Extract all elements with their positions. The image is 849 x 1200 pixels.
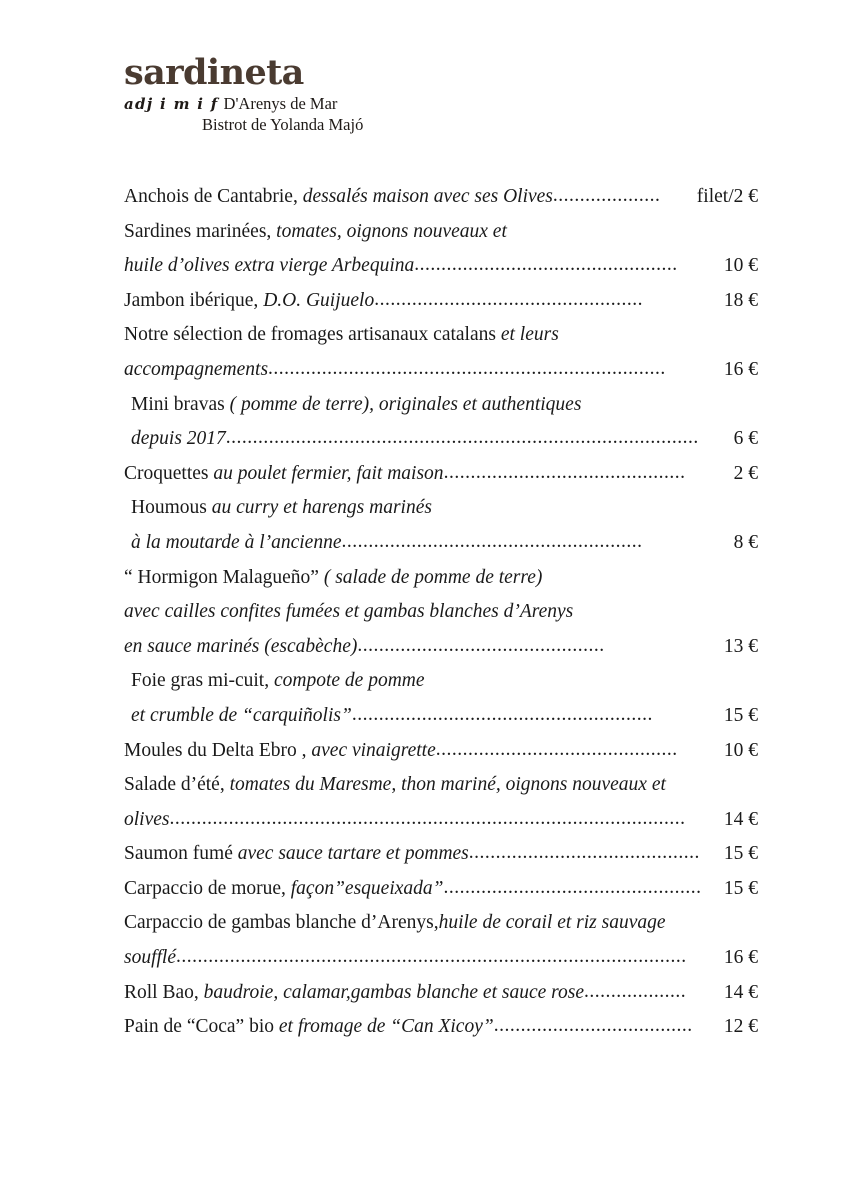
- menu-item-price: 18 €: [723, 289, 758, 311]
- menu-line-text: [124, 803, 169, 838]
- menu-line: [124, 803, 758, 838]
- menu-item-price: 10 €: [723, 739, 758, 761]
- menu-line: [124, 1010, 758, 1045]
- leader-dots: ........................................................: [341, 530, 643, 552]
- menu-line-text: [131, 699, 352, 734]
- menu-item-name: Jambon ibérique,: [124, 289, 264, 311]
- menu-line-text: [124, 595, 573, 630]
- menu-line-text: [124, 1010, 494, 1045]
- menu-item-price: filet/2 €: [696, 186, 758, 207]
- menu-item-description: en sauce marinés (escabèche): [124, 635, 358, 657]
- menu-line: [124, 353, 758, 388]
- menu-line: [124, 422, 758, 457]
- menu-item-description: et leurs: [500, 324, 559, 346]
- menu-line: [124, 595, 758, 630]
- menu-line-text: [131, 664, 425, 699]
- menu-line-text: [124, 734, 436, 769]
- menu-item-price: 15 €: [723, 843, 758, 865]
- menu-line-text: [124, 837, 469, 872]
- menu-item-price: 8 €: [733, 531, 758, 553]
- menu-item-price: 14 €: [723, 981, 758, 1003]
- menu-item-description: au poulet fermier, fait maison: [213, 462, 444, 484]
- menu-item-name: Salade d’été,: [124, 774, 230, 796]
- menu-item-description: avec cailles confites fumées et gambas blanches d’Arenys: [124, 601, 574, 623]
- menu-item-description: à la moutarde à l’ancienne: [131, 531, 342, 553]
- menu-item-price: 16 €: [723, 947, 758, 969]
- brand-tagline-line-2: Bistrot de Yolanda Majó: [202, 114, 364, 134]
- menu-item-name: Foie gras mi-cuit,: [131, 670, 274, 692]
- menu-item-description: tomates du Maresme, thon mariné, oignons nouveaux et: [229, 774, 666, 796]
- menu-line: [124, 941, 758, 976]
- menu-item-description: dessalés maison avec ses Olives: [302, 186, 553, 207]
- menu-item-price: 15 €: [723, 877, 758, 899]
- menu-item-name: “ Hormigon Malagueño”: [124, 566, 324, 588]
- menu-line: [124, 837, 758, 872]
- menu-line: [124, 457, 758, 492]
- brand-wordmark: sardineta: [124, 52, 304, 93]
- menu-item-description: au curry et harengs marinés: [211, 497, 432, 519]
- menu-line: [124, 526, 758, 561]
- menu-line-text: [131, 388, 581, 423]
- leader-dots: ...............................................................................................: [176, 946, 687, 968]
- menu-line: [124, 561, 758, 596]
- menu-item-name: Sardines marinées,: [124, 220, 277, 242]
- menu-line: [124, 768, 758, 803]
- leader-dots: .....................................: [493, 1015, 693, 1037]
- menu-item-price: 10 €: [723, 255, 758, 277]
- menu-item-name: Pain de “Coca” bio: [124, 1016, 279, 1038]
- menu-item-description: et fromage de “Can Xicoy”: [278, 1016, 494, 1038]
- menu-item-description: ( pomme de terre), originales et authentiques: [229, 393, 582, 415]
- menu-item-description: huile de corail et riz sauvage: [438, 912, 666, 934]
- menu-line: [124, 388, 758, 423]
- menu-line: [124, 318, 758, 353]
- menu-line-text: [124, 284, 374, 319]
- menu-line: [124, 699, 758, 734]
- menu-item-description: avec sauce tartare et pommes: [237, 843, 469, 865]
- menu-line-text: [124, 630, 357, 665]
- menu-item-name: Anchois de Cantabrie,: [124, 186, 303, 207]
- menu-item-description: avec vinaigrette: [311, 739, 436, 761]
- leader-dots: ................................................................................................: [169, 807, 686, 829]
- menu-item-price: 15 €: [723, 704, 758, 726]
- brand-location: D'Arenys de Mar: [223, 94, 338, 113]
- menu-line: [124, 215, 758, 250]
- menu-line: [124, 906, 758, 941]
- menu-item-name: Mini bravas: [131, 393, 230, 415]
- menu-item-price: 12 €: [723, 1016, 758, 1038]
- menu-item-price: 13 €: [723, 635, 758, 657]
- menu-item-description: depuis 2017: [131, 428, 226, 450]
- menu-item-description: huile d’olives extra vierge Arbequina: [124, 255, 415, 277]
- brand-adjective-mark: adj i m i f: [124, 95, 219, 113]
- menu-line: [124, 734, 758, 769]
- leader-dots: ....................: [552, 185, 661, 206]
- menu-line-text: [124, 561, 542, 596]
- menu-line-text: [124, 941, 176, 976]
- menu-line: [124, 630, 758, 665]
- menu-line: [124, 491, 758, 526]
- menu-item-name: Roll Bao,: [124, 981, 204, 1003]
- restaurant-logo: [124, 52, 524, 135]
- leader-dots: ..............................................: [357, 634, 605, 656]
- menu-line-text: [124, 976, 584, 1011]
- menu-item-price: 14 €: [723, 808, 758, 830]
- menu-line-text: [131, 422, 226, 457]
- menu-line: [124, 664, 758, 699]
- menu-item-description: ( salade de pomme de terre): [323, 566, 543, 588]
- menu-item-name: Carpaccio de gambas blanche d’Arenys,: [124, 912, 439, 934]
- menu-item-name: Moules du Delta Ebro ,: [124, 739, 312, 761]
- menu-line: [124, 976, 758, 1011]
- brand-tagline-line-1: [124, 94, 524, 115]
- menu-line-text: [124, 768, 666, 803]
- menu-line: [124, 284, 758, 319]
- menu-item-description: accompagnements: [124, 358, 269, 380]
- menu-item-description: soufflé: [124, 947, 176, 969]
- leader-dots: ...................: [584, 980, 687, 1002]
- menu-line-text: [124, 353, 268, 388]
- leader-dots: .................................................: [414, 254, 678, 276]
- menu-line-text: [124, 318, 559, 353]
- menu-line-text: [124, 872, 444, 907]
- menu-line-text: [124, 180, 553, 215]
- menu-item-name: Carpaccio de morue,: [124, 877, 291, 899]
- menu-item-name: Houmous: [131, 497, 212, 519]
- menu-line-text: [124, 457, 444, 492]
- leader-dots: ........................................................................................: [225, 427, 699, 449]
- menu-item-description: compote de pomme: [273, 670, 425, 692]
- menu-item-price: 2 €: [733, 462, 758, 484]
- menu-line: [124, 249, 758, 284]
- menu-item-description: et crumble de “carquiñolis”: [131, 704, 352, 726]
- leader-dots: ..........................................................................: [268, 357, 666, 379]
- menu-item-price: 6 €: [733, 428, 758, 450]
- leader-dots: .............................................: [443, 461, 686, 483]
- menu-line-text: [124, 215, 507, 250]
- menu-item-description: olives: [124, 808, 170, 830]
- leader-dots: ..................................................: [374, 288, 643, 310]
- menu-line-text: [131, 491, 432, 526]
- menu-item-description: tomates, oignons nouveaux et: [276, 220, 507, 242]
- menu-line-text: [124, 906, 666, 941]
- menu-items-list: [124, 180, 758, 1045]
- menu-item-price: 16 €: [723, 358, 758, 380]
- menu-item-name: Notre sélection de fromages artisanaux catalans: [124, 324, 501, 346]
- leader-dots: ...........................................: [468, 842, 700, 864]
- menu-item-description: D.O. Guijuelo: [263, 289, 375, 311]
- menu-item-description: façon”esqueixada”: [290, 877, 444, 899]
- leader-dots: ................................................: [443, 876, 702, 898]
- menu-line: [124, 872, 758, 907]
- menu-line: [124, 180, 758, 215]
- menu-line-text: [131, 526, 341, 561]
- menu-item-description: baudroie, calamar,gambas blanche et sauce rose: [203, 981, 585, 1003]
- leader-dots: .............................................: [435, 738, 678, 760]
- menu-item-name: Croquettes: [124, 462, 214, 484]
- menu-item-name: Saumon fumé: [124, 843, 238, 865]
- leader-dots: ........................................................: [351, 703, 653, 725]
- menu-line-text: [124, 249, 414, 284]
